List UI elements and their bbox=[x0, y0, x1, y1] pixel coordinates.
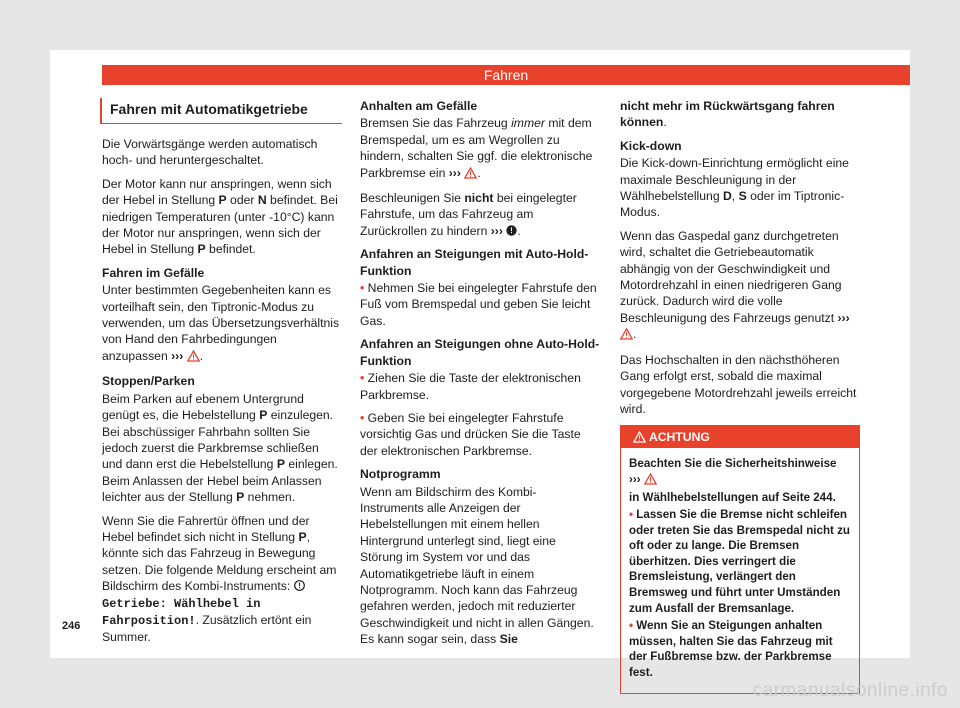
warning-title: ACHTUNG bbox=[648, 430, 710, 445]
page-number: 246 bbox=[62, 620, 81, 632]
heading-anfahren-ohne-auto-hold: Anfahren an Steigungen ohne Auto-Hold-Funktion bbox=[360, 337, 600, 368]
warning-intro: Beachten Sie die Sicherheitshinweise ››› in Wählhebelstellungen auf Seite 244. bbox=[629, 457, 837, 504]
hochschalten-paragraph: Das Hochschalten in den nächsthöheren Gang erfolgt erst, sobald die maximal vorgegebene Motordrehzahl jeweils erreicht wird. bbox=[620, 352, 857, 416]
notice-circle-icon bbox=[506, 224, 517, 238]
notprogramm-paragraph: Wenn am Bildschirm des Kombi-Instruments alle Anzeigen der Hebelstellungen mit einem hellen Hintergrund unterlegt sind, liegt eine Störung im System vor und das Automatikgetriebe läuft in einem Notprogramm. Noch kann das Fahrzeug gefahren werden, jedoch mit reduzierter Geschwindigkeit und nicht in allen Gängen. Es kann sogar sein, dass Sie bbox=[360, 484, 594, 647]
warning-triangle-icon bbox=[187, 350, 200, 366]
reference-arrows[interactable]: ››› bbox=[448, 165, 461, 180]
heading-anhalten-am-gefaelle: Anhalten am Gefälle bbox=[360, 99, 478, 113]
heading-notprogramm: Notprogramm bbox=[360, 467, 441, 482]
info-circle-icon bbox=[294, 579, 305, 593]
section-title: Fahren mit Automatikgetriebe bbox=[100, 98, 342, 124]
fahrertuer-paragraph: Wenn Sie die Fahrertür öffnen und der Hebel befindet sich nicht in Stellung P, könnte sich das Fahrzeug in Bewegung setzen. Die folgende Meldung erscheint am Bildschirm des Kombi-Instruments: Getriebe: Wählhebel in Fahrposition!. Zusätzlich ertönt ein Summer. bbox=[102, 513, 337, 645]
display-message: Getriebe: Wählhebel in Fahrposition! bbox=[102, 596, 261, 628]
column-3 bbox=[620, 98, 860, 694]
warning-triangle-icon bbox=[464, 167, 477, 183]
list-item: • Geben Sie bei eingelegter Fahrstufe vorsichtig Gas und drücken Sie die Taste der elektronischen Parkbremse. bbox=[360, 410, 581, 458]
watermark: carmanualsonline.info bbox=[752, 680, 948, 701]
reference-arrows[interactable]: ››› bbox=[490, 223, 503, 238]
warning-triangle-icon bbox=[620, 328, 633, 344]
warning-box bbox=[620, 425, 860, 693]
warning-item: • Wenn Sie an Steigungen anhalten müssen, halten Sie das Fahrzeug mit der Fußbremse bzw. der Parkbremse fest. bbox=[629, 619, 833, 680]
gaspedal-paragraph: Wenn das Gaspedal ganz durchgetreten wird, schaltet die Getriebeautomatik abhängig von der Geschwindigkeit und Motordrehzahl in einen niedrigeren Gang zurück. Dadurch wird die volle Beschleunigung des Fahrzeugs genutzt ››› . bbox=[620, 228, 860, 345]
intro-paragraph: Die Vorwärtsgänge werden automatisch hoch- und heruntergeschaltet. bbox=[102, 137, 318, 168]
reference-arrows[interactable]: ››› bbox=[629, 472, 641, 486]
stoppen-paragraph: Beim Parken auf ebenem Untergrund genügt es, die Hebelstellung P einzulegen. Bei abschüssiger Fahrbahn sollten Sie jedoch zuerst die Parkbremse schließen und dann erst die Hebelstellung P einlegen. Beim Anlassen der Hebel beim Anlassen leichter aus der Stellung P nehmen. bbox=[102, 391, 338, 505]
warning-triangle-icon bbox=[644, 473, 657, 490]
heading-kick-down: Kick-down bbox=[620, 138, 682, 153]
warning-triangle-icon bbox=[633, 430, 646, 444]
warning-header bbox=[621, 426, 859, 448]
start-paragraph: Der Motor kann nur anspringen, wenn sich der Hebel in Stellung P oder N befindet. Bei niedrigen Temperaturen (unter -10°C) kann der Motor nur anspringen, wenn sich der Hebel in Stellung P befindet. bbox=[102, 176, 338, 257]
list-item: • Nehmen Sie bei eingelegter Fahrstufe den Fuß vom Bremspedal und geben Sie leicht Gas. bbox=[360, 281, 597, 328]
beschleunigen-paragraph: Beschleunigen Sie nicht bei eingelegter Fahrstufe, um das Fahrzeug am Zurückrollen zu hindern ››› . bbox=[360, 191, 577, 238]
column-1 bbox=[102, 98, 342, 653]
heading-fahren-im-gefaelle: Fahren im Gefälle bbox=[102, 265, 205, 280]
reference-arrows[interactable]: ››› bbox=[837, 310, 850, 325]
kickdown-paragraph: Die Kick-down-Einrichtung ermöglicht eine maximale Beschleunigung in der Wählhebelstellung D, S oder im Tiptronic-Modus. bbox=[620, 156, 849, 220]
chapter-header: Fahren bbox=[102, 65, 910, 85]
heading-anfahren-mit-auto-hold: Anfahren an Steigungen mit Auto-Hold-Funktion bbox=[360, 247, 589, 278]
reference-arrows[interactable]: ››› bbox=[171, 348, 184, 363]
gefaelle-paragraph: Unter bestimmten Gegebenheiten kann es vorteilhaft sein, den Tiptronic-Modus zu verwenden, um das Übersetzungsverhältnis von Hand den Fahrbedingungen anzupassen ››› . bbox=[102, 282, 342, 366]
list-item: • Ziehen Sie die Taste der elektronischen Parkbremse. bbox=[360, 371, 581, 402]
column-2 bbox=[360, 98, 600, 655]
anhalten-paragraph: Bremsen Sie das Fahrzeug immer mit dem Bremspedal, um es am Wegrollen zu hindern, schalten Sie ggf. die elektronische Parkbremse ein ››› . bbox=[360, 115, 600, 183]
continued-paragraph: nicht mehr im Rückwärtsgang fahren können. bbox=[620, 99, 835, 130]
heading-stoppen-parken: Stoppen/Parken bbox=[102, 374, 195, 389]
warning-item: • Lassen Sie die Bremse nicht schleifen oder treten Sie das Bremspedal nicht zu oft oder zu lange. Die Bremsen überhitzen. Dies verringert die Bremsleistung, verlängert den Bremsweg und führt unter Umständen zum Ausfall der Bremsanlage. bbox=[629, 508, 850, 615]
warning-body bbox=[621, 448, 859, 692]
manual-page bbox=[50, 50, 910, 680]
